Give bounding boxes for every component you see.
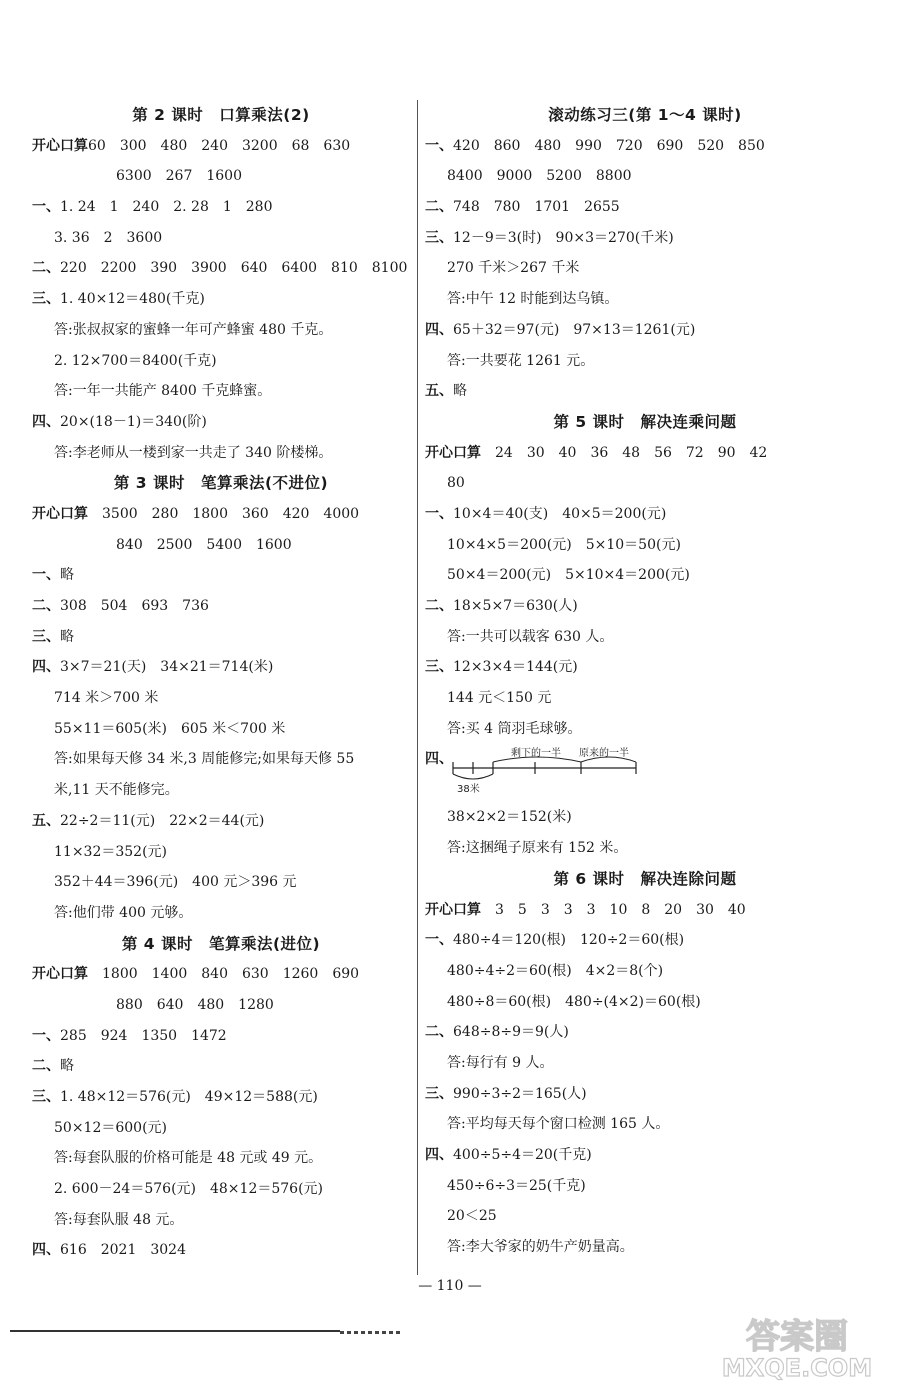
answer-text: 420 860 480 990 720 690 520 850 xyxy=(453,137,765,154)
answer-text: 答:一年一共能产 8400 千克蜂蜜。 xyxy=(54,383,272,400)
rope-diagram xyxy=(425,744,865,802)
answer-line xyxy=(425,1079,865,1110)
question-label: 一、 xyxy=(425,932,453,949)
answer-line xyxy=(32,438,410,469)
watermark-logo xyxy=(702,1310,892,1382)
answer-line xyxy=(425,714,865,745)
answer-text: 答:李大爷家的奶牛产奶量高。 xyxy=(447,1239,634,1256)
answer-text: 2. 12×700＝8400(千克) xyxy=(54,352,217,369)
answer-text: 270 千米＞267 千米 xyxy=(447,260,580,277)
answer-text: 答:买 4 筒羽毛球够。 xyxy=(447,720,582,737)
answer-line xyxy=(425,223,865,254)
answer-text: 20＜25 xyxy=(447,1208,497,1225)
answer-text: 1800 1400 840 630 1260 690 xyxy=(88,966,360,983)
answer-line xyxy=(32,560,410,591)
answer-line xyxy=(425,1017,865,1048)
answer-line xyxy=(425,956,865,987)
answer-text: 答:李老师从一楼到家一共走了 340 阶楼梯。 xyxy=(54,444,333,461)
answer-line xyxy=(425,376,865,407)
answer-line xyxy=(425,895,865,926)
answer-text: 714 米＞700 米 xyxy=(54,690,159,707)
answer-line xyxy=(32,407,410,438)
answer-text: 略 xyxy=(60,628,74,645)
answer-line xyxy=(425,987,865,1018)
question-label: 四、 xyxy=(32,413,60,430)
question-label: 一、 xyxy=(32,1027,60,1044)
answer-text: 648÷8÷9＝9(人) xyxy=(453,1024,569,1041)
answer-line xyxy=(32,744,410,775)
answer-text: 12×3×4＝144(元) xyxy=(453,659,578,676)
answer-line xyxy=(425,346,865,377)
answer-text: 990÷3÷2＝165(人) xyxy=(453,1085,587,1102)
page-number: — 110 — xyxy=(418,1278,482,1294)
answer-line xyxy=(425,438,865,469)
question-label: 开心口算 xyxy=(425,901,481,918)
column-divider xyxy=(417,100,418,1275)
question-label: 三、 xyxy=(425,659,453,676)
answer-text: 55×11＝605(米) 605 米＜700 米 xyxy=(54,720,286,737)
answer-line xyxy=(425,315,865,346)
answer-text: 22÷2＝11(元) 22×2＝44(元) xyxy=(60,812,265,829)
answer-line xyxy=(32,1235,410,1266)
answer-line xyxy=(425,1232,865,1263)
answer-text: 352＋44＝396(元) 400 元＞396 元 xyxy=(54,874,297,891)
answer-line xyxy=(425,1048,865,1079)
answer-line xyxy=(32,775,410,806)
answer-line xyxy=(32,622,410,653)
answer-line xyxy=(32,867,410,898)
answer-line xyxy=(425,131,865,162)
bottom-rule xyxy=(10,1330,340,1332)
answer-text: 616 2021 3024 xyxy=(60,1242,186,1259)
question-label: 四、 xyxy=(425,321,453,338)
answer-line xyxy=(425,284,865,315)
question-label: 五、 xyxy=(425,383,453,400)
answer-text: 12－9＝3(时) 90×3＝270(千米) xyxy=(453,229,674,246)
answer-line xyxy=(32,1082,410,1113)
answer-text: 答:这捆绳子原来有 152 米。 xyxy=(447,840,628,857)
question-label: 一、 xyxy=(32,199,60,216)
answer-text: 3. 36 2 3600 xyxy=(54,229,163,246)
answer-line xyxy=(425,499,865,530)
question-label: 二、 xyxy=(425,598,453,614)
section-title: 第 6 课时 解决连除问题 xyxy=(553,869,737,888)
answer-line xyxy=(32,376,410,407)
watermark-line2: MXQE.COM xyxy=(721,1354,873,1382)
question-label: 一、 xyxy=(425,137,453,154)
question-label: 二、 xyxy=(32,260,60,277)
answer-text: 308 504 693 736 xyxy=(60,598,209,614)
answer-line xyxy=(425,1109,865,1140)
answer-text: 80 xyxy=(447,475,465,492)
answer-line xyxy=(32,1051,410,1082)
answer-text: 20×(18－1)＝340(阶) xyxy=(60,413,207,430)
answer-line xyxy=(32,683,410,714)
answer-line xyxy=(425,530,865,561)
answer-text: 2. 600－24＝576(元) 48×12＝576(元) xyxy=(54,1181,323,1198)
answer-text: 答:张叔叔家的蜜蜂一年可产蜂蜜 480 千克。 xyxy=(54,321,333,338)
watermark-line1: 答案圈 xyxy=(746,1317,848,1357)
answer-line xyxy=(32,1113,410,1144)
answer-text: 答:每套队服的价格可能是 48 元或 49 元。 xyxy=(54,1150,323,1167)
answer-line xyxy=(425,925,865,956)
question-label: 二、 xyxy=(32,1058,60,1075)
question-label: 开心口算 xyxy=(425,444,481,461)
answer-text: 答:如果每天修 34 米,3 周能修完;如果每天修 55 xyxy=(54,751,355,768)
answer-line xyxy=(32,499,410,530)
answer-text: 144 元＜150 元 xyxy=(447,690,552,707)
right-column xyxy=(425,100,865,1263)
answer-line xyxy=(32,1174,410,1205)
answer-text: 60 300 480 240 3200 68 630 xyxy=(88,137,351,154)
answer-line xyxy=(32,591,410,622)
answer-text: 38×2×2＝152(米) xyxy=(447,809,572,826)
answer-line xyxy=(425,1140,865,1171)
answer-text: 50×4＝200(元) 5×10×4＝200(元) xyxy=(447,567,690,584)
answer-text: 880 640 480 1280 xyxy=(116,996,274,1013)
answer-line xyxy=(32,652,410,683)
answer-text: 略 xyxy=(453,383,467,400)
question-label: 一、 xyxy=(425,505,453,522)
answer-line xyxy=(32,346,410,377)
answer-text: 6300 267 1600 xyxy=(116,168,242,185)
diagram-label: 原来的一半 xyxy=(579,748,629,760)
answer-line xyxy=(425,622,865,653)
answer-line xyxy=(32,806,410,837)
question-label: 四、 xyxy=(425,1147,453,1163)
question-label: 开心口算 xyxy=(32,966,88,983)
left-column xyxy=(32,100,410,1266)
section-title: 第 2 课时 口算乘法(2) xyxy=(132,106,310,124)
answer-line xyxy=(32,837,410,868)
answer-line xyxy=(32,990,410,1021)
answer-text: 50×12＝600(元) xyxy=(54,1119,168,1136)
answer-line xyxy=(32,1205,410,1236)
question-label: 开心口算 xyxy=(32,137,88,154)
answer-text: 11×32＝352(元) xyxy=(54,843,168,860)
answer-line xyxy=(32,315,410,346)
line-segment-diagram xyxy=(451,744,641,796)
question-label: 二、 xyxy=(32,598,60,614)
answer-line xyxy=(425,833,865,864)
question-label: 三、 xyxy=(32,628,60,645)
answer-text: 答:平均每天每个窗口检测 165 人。 xyxy=(447,1116,670,1133)
answer-line xyxy=(32,161,410,192)
answer-text: 840 2500 5400 1600 xyxy=(116,536,292,553)
answer-line xyxy=(425,591,865,622)
question-label: 二、 xyxy=(425,1024,453,1041)
answer-text: 480÷4÷2＝60(根) 4×2＝8(个) xyxy=(447,962,664,979)
answer-line xyxy=(32,714,410,745)
answer-line xyxy=(32,253,410,284)
answer-text: 10×4×5＝200(元) 5×10＝50(元) xyxy=(447,536,681,553)
answer-text: 24 30 40 36 48 56 72 90 42 xyxy=(481,444,768,461)
answer-text: 答:他们带 400 元够。 xyxy=(54,904,193,921)
question-label: 三、 xyxy=(425,1085,453,1102)
answer-text: 220 2200 390 3900 640 6400 810 8100 xyxy=(60,260,408,277)
answer-line xyxy=(425,802,865,833)
answer-line xyxy=(425,253,865,284)
question-label: 五、 xyxy=(32,812,60,829)
section-title: 第 3 课时 笔算乘法(不进位) xyxy=(113,474,329,493)
answer-line xyxy=(425,560,865,591)
question-label: 四、 xyxy=(32,1242,60,1259)
answer-line xyxy=(32,1143,410,1174)
answer-line xyxy=(32,898,410,929)
brace-bottom xyxy=(453,774,493,779)
answer-line xyxy=(32,131,410,162)
answer-text: 答:一共要花 1261 元。 xyxy=(447,352,595,369)
answer-line xyxy=(425,652,865,683)
question-label: 三、 xyxy=(32,291,60,308)
answer-text: 1. 48×12＝576(元) 49×12＝588(元) xyxy=(60,1089,318,1105)
answer-line xyxy=(32,959,410,990)
question-label: 四、 xyxy=(425,751,453,768)
answer-line xyxy=(425,468,865,499)
answer-text: 285 924 1350 1472 xyxy=(60,1027,227,1044)
answer-text: 答:中午 12 时能到达乌镇。 xyxy=(447,291,619,308)
bottom-rule-dashed xyxy=(340,1331,400,1334)
answer-text: 450÷6÷3＝25(千克) xyxy=(447,1177,586,1194)
answer-line xyxy=(425,683,865,714)
diagram-label: 38米 xyxy=(457,784,480,796)
question-label: 二、 xyxy=(425,199,453,216)
question-label: 三、 xyxy=(32,1089,60,1105)
answer-text: 748 780 1701 2655 xyxy=(453,199,620,216)
answer-text: 3×7＝21(天) 34×21＝714(米) xyxy=(60,659,274,676)
question-label: 一、 xyxy=(32,567,60,584)
answer-text: 400÷5÷4＝20(千克) xyxy=(453,1147,592,1163)
answer-text: 480÷4＝120(根) 120÷2＝60(根) xyxy=(453,932,685,949)
answer-text: 1. 40×12＝480(千克) xyxy=(60,291,205,308)
answer-text: 略 xyxy=(60,1058,74,1075)
section-title: 第 5 课时 解决连乘问题 xyxy=(553,412,737,431)
answer-text: 答:每套队服 48 元。 xyxy=(54,1211,184,1228)
answer-text: 65＋32＝97(元) 97×13＝1261(元) xyxy=(453,321,696,338)
answer-text: 3500 280 1800 360 420 4000 xyxy=(88,505,360,522)
answer-line xyxy=(32,223,410,254)
answer-text: 米,11 天不能修完。 xyxy=(54,782,179,799)
question-label: 三、 xyxy=(425,229,453,246)
question-label: 开心口算 xyxy=(32,505,88,522)
answer-text: 答:每行有 9 人。 xyxy=(447,1054,554,1071)
answer-line xyxy=(425,192,865,223)
answer-text: 18×5×7＝630(人) xyxy=(453,598,578,614)
answer-text: 480÷8＝60(根) 480÷(4×2)＝60(根) xyxy=(447,993,701,1010)
answer-text: 答:一共可以载客 630 人。 xyxy=(447,628,614,645)
section-title: 滚动练习三(第 1～4 课时) xyxy=(548,106,742,124)
answer-line xyxy=(32,192,410,223)
diagram-label: 剩下的一半 xyxy=(511,748,561,760)
answer-line xyxy=(32,530,410,561)
answer-text: 8400 9000 5200 8800 xyxy=(447,168,632,185)
answer-line xyxy=(425,1201,865,1232)
answer-line xyxy=(32,1021,410,1052)
answer-line xyxy=(32,284,410,315)
answer-text: 1. 24 1 240 2. 28 1 280 xyxy=(60,199,273,216)
answer-text: 10×4＝40(支) 40×5＝200(元) xyxy=(453,505,667,522)
answer-text: 3 5 3 3 3 10 8 20 30 40 xyxy=(481,901,746,918)
answer-text: 略 xyxy=(60,567,74,584)
question-label: 四、 xyxy=(32,659,60,676)
answer-line xyxy=(425,1171,865,1202)
answer-line xyxy=(425,161,865,192)
section-title: 第 4 课时 笔算乘法(进位) xyxy=(121,934,321,953)
